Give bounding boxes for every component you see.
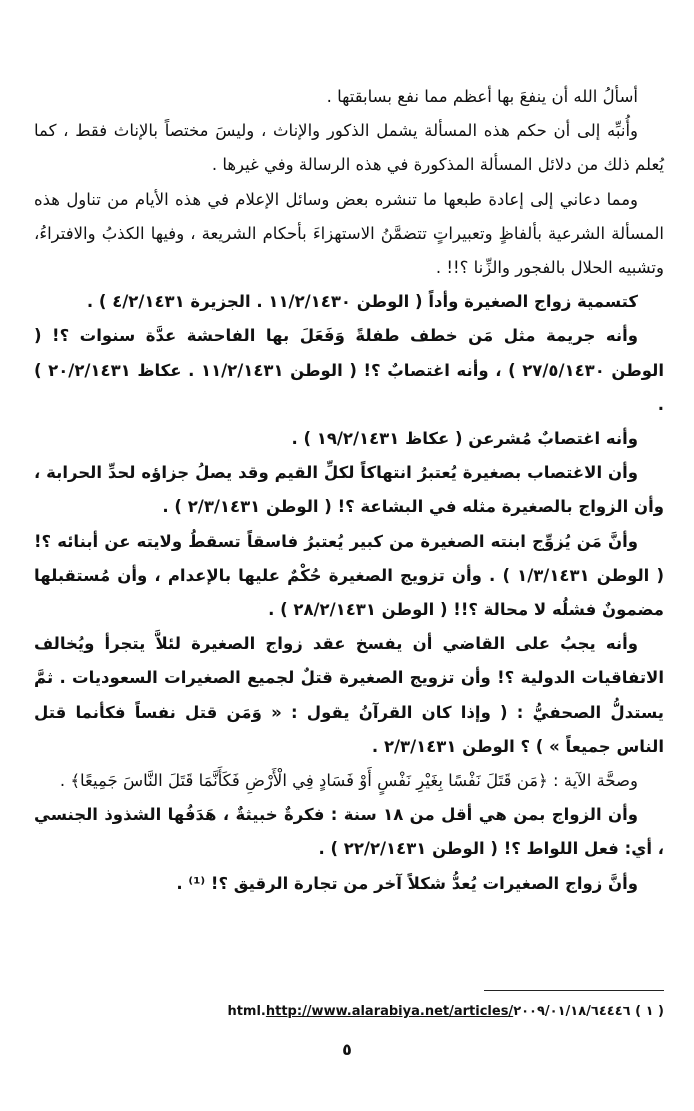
footnote-extension: .html [227, 1004, 266, 1019]
footnote [34, 1003, 664, 1021]
footnote-marker: ( ١ ) [635, 1004, 664, 1019]
verse-prefix: وصحَّة الآية : [547, 771, 638, 791]
paragraph-reason-reprint: ومما دعاني إلى إعادة طبعها ما تنشره بعض وسائل الإعلام في هذه الأيام من تناول هذه المسألة الشرعية بألفاظٍ وتعبيراتٍ تتضمَّنُ الاستهزاءَ بأحكام الشريعة ، وفيها الكذبُ والافتراءُ، وتشبيه الحلال بالفجور والزِّنا ؟!! . [34, 189, 664, 278]
paragraph-intro-prayer: أسألُ الله أن ينفعَ بها أعظم مما نفع بسابقتها . [326, 87, 638, 106]
verse-suffix: . [59, 771, 71, 791]
body-text [34, 80, 664, 901]
paragraph-example-guardian: وأنَّ مَن يُزوِّج ابنته الصغيرة من كبير يُعتبرُ فاسقاً تسقطُ ولايته عن أبنائه ؟! ( الوطن ١/٣/١٤٣١ ) . وأن تزويج الصغيرة حُكْمٌ عليها بالإعدام ، وأن مُستقبلها مضمونٌ فشلُه لا محالة ؟!! ( الوطن ٢٨/٢/١٤٣١ ) . [34, 531, 664, 620]
paragraph-example-legitimized: وأنه اغتصابٌ مُشرعن ( عكاظ ١٩/٢/١٤٣١ ) . [291, 429, 638, 449]
paragraph-ruling-note: وأُنبِّه إلى أن حكم هذه المسألة يشمل الذكور والإناث ، وليسَ مختصاً بالإناث فقط ، كما يُعلم ذلك من دلائل المسألة المذكورة في هذه الرسالة وفي غيرها . [34, 121, 664, 175]
paragraph-example-slavery: وأنَّ زواج الصغيرات يُعدُّ شكلاً آخر من تجارة الرقيق ؟! ⁽¹⁾ . [176, 873, 638, 893]
paragraph-example-crime: وأنه جريمة مثل مَن خطف طفلةً وَفَعَلَ بها الفاحشة عدَّة سنوات ؟! ( الوطن ٢٧/٥/١٤٣٠ ) ، وأنه اغتصابٌ ؟! ( الوطن ١١/٢/١٤٣١ . عكاظ ٢٠/٢/١٤٣١ ) . [34, 326, 664, 414]
paragraph-example-wad: كتسمية زواج الصغيرة وأداً ( الوطن ١١/٢/١٤٣٠ . الجزيرة ٤/٢/١٤٣١ ) . [86, 292, 638, 312]
quran-verse: ﴿مَن قَتَلَ نَفْسًا بِغَيْرِ نَفْسٍ أَوْ فَسَادٍ فِي الْأَرْضِ فَكَأَنَّمَا قَتَلَ النَّاسَ جَمِيعًا﴾ [70, 771, 548, 791]
paragraph-example-age: وأن الزواج بمن هي أقل من ١٨ سنة : فكرةٌ خبيثةٌ ، هَدَفُها الشذوذ الجنسي ، أي: فعل اللواط ؟! ( الوطن ٢٢/٢/١٤٣١ ) . [34, 805, 664, 859]
footnote-link[interactable]: http://www.alarabiya.net/articles/ [265, 1004, 514, 1019]
paragraph-example-violation: وأن الاغتصاب بصغيرة يُعتبرُ انتهاكاً لكلِّ القيم وقد يصلُ جزاؤه لحدِّ الحرابة ، وأن الزواج بالصغيرة مثله في البشاعة ؟! ( الوطن ٢/٣/١٤٣١ ) . [34, 463, 664, 517]
paragraph-quran-verse [34, 764, 664, 798]
paragraph-example-judge: وأنه يجبُ على القاضي أن يفسخ عقد زواج الصغيرة لئلاَّ يتجرأ ويُخالف الاتفاقيات الدولية ؟! وأن تزويج الصغيرة قتلٌ لجميع الصغيرات السعوديات . ثمَّ يستدلُّ الصحفيُّ : ( وإذا كان القرآنُ يقول : « وَمَن قتل نفساً فكأنما قتل الناس جميعاً » ) ؟ الوطن ٢/٣/١٤٣١ . [34, 634, 664, 756]
footnote-divider [484, 990, 664, 991]
page-number: ٥ [342, 1040, 352, 1059]
footnote-path: ٢٠٠٩/٠١/١٨/٦٤٤٤٦ [513, 1004, 631, 1019]
